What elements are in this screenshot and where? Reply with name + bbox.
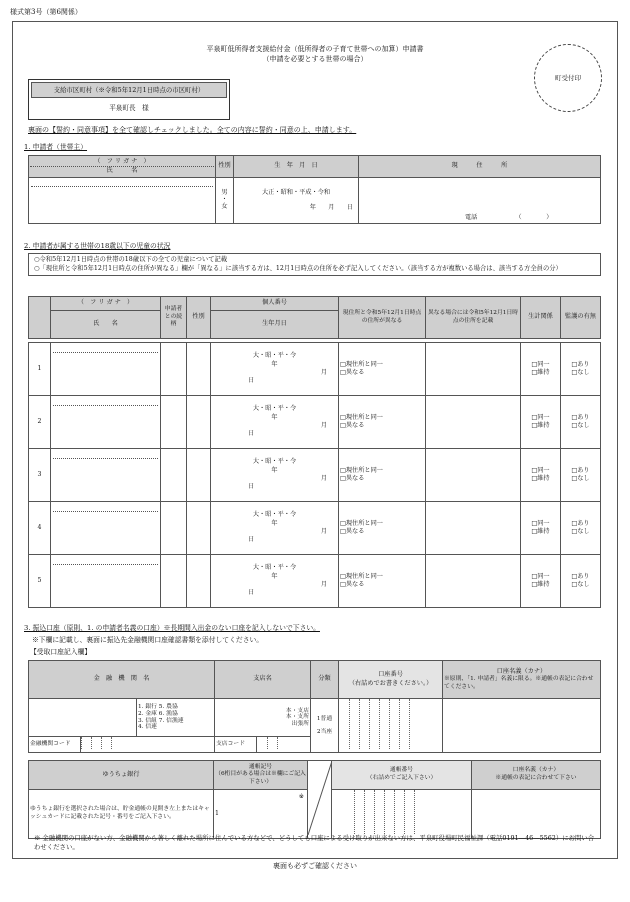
personal-number-header: 個人番号	[211, 297, 339, 311]
child-birth-input[interactable]	[211, 502, 339, 555]
child-birth-header: 生年月日	[211, 311, 339, 339]
diff-address-header: 異なる場合には令和5年12月1日時点の住所を記載	[426, 297, 521, 339]
child-name-input[interactable]	[51, 555, 161, 608]
live-maintain[interactable]: □維持	[531, 581, 550, 588]
municipality-box	[28, 79, 230, 120]
relation-input[interactable]	[161, 343, 187, 396]
stamp-label: 町受付印	[555, 73, 581, 82]
live-maintain[interactable]: □維持	[531, 528, 550, 535]
passbook-number-label: 通帳番号	[389, 767, 414, 774]
day-label: 日	[248, 377, 255, 385]
birth-input[interactable]	[234, 178, 359, 224]
prior-address-input[interactable]	[426, 555, 521, 608]
note-2: ○「現住所と令和5年12月1日時点の住所が異なる」欄が「異なる」に該当する方は、12月1日時点の住所を必ず記入してください。（該当する方が複数いる場合は、該当する方全員の分）	[34, 264, 562, 272]
passbook-number-note: （右詰めでご記入下さい）	[366, 774, 437, 781]
day-label: 日	[248, 430, 255, 438]
same-option[interactable]: □現住所と同一	[340, 413, 383, 421]
relation-input[interactable]	[161, 555, 187, 608]
era-options: 大・昭・平・令	[252, 511, 297, 519]
custody-no[interactable]: □なし	[571, 528, 590, 535]
custody-options[interactable]	[561, 502, 601, 555]
era-options: 大正・昭和・平成・令和	[261, 189, 331, 197]
bank-code-label: 金融機関コード	[29, 737, 81, 753]
passbook-number-header	[332, 761, 472, 790]
diff-option[interactable]: □異なる	[340, 528, 365, 535]
category-header: 分類	[311, 661, 339, 699]
month-label: 月	[320, 581, 327, 588]
prior-address-input[interactable]	[426, 343, 521, 396]
custody-options[interactable]	[561, 396, 601, 449]
section3-heading: 3. 振込口座（原則、1. の申請者名義の口座）※長期間入出金のない口座を記入しないで下さい。	[24, 624, 320, 632]
yucho-header: ゆうちょ銀行	[29, 761, 214, 790]
custody-yes[interactable]: □あり	[571, 572, 590, 580]
live-same[interactable]: □同一	[531, 519, 550, 527]
custody-no[interactable]: □なし	[571, 369, 590, 376]
livelihood-options[interactable]	[521, 555, 561, 608]
footer-note: 裏面も必ずご確認ください	[273, 862, 357, 870]
account-number-note: （右詰めでお書きください。）	[348, 679, 433, 687]
bank-code-input[interactable]	[81, 737, 215, 753]
name-header	[29, 156, 216, 178]
address-same-options[interactable]	[339, 343, 426, 396]
passbook-code-header	[214, 761, 308, 790]
custody-yes[interactable]: □あり	[571, 360, 590, 368]
livelihood-header: 生計関係	[521, 297, 561, 339]
passbook-code-label: 通帳記号	[248, 763, 273, 770]
star-mark: ※	[298, 792, 304, 800]
custody-header: 監護の有無	[561, 297, 601, 339]
yucho-holder-note: ※通帳の表記に合わせて下さい	[495, 774, 577, 781]
relation-input[interactable]	[161, 449, 187, 502]
livelihood-options[interactable]	[521, 343, 561, 396]
month-label: 月	[320, 475, 327, 482]
child-birth-input[interactable]	[211, 396, 339, 449]
slash-divider	[308, 761, 332, 839]
diff-option[interactable]: □異なる	[340, 581, 365, 588]
address-same-options[interactable]	[339, 502, 426, 555]
form-number: 様式第3号（第6関係）	[10, 8, 82, 16]
account-number-label: 口座番号	[378, 671, 403, 679]
account-holder-header	[443, 661, 601, 699]
account-label: 【受取口座記入欄】	[30, 648, 92, 656]
row-number: 3	[29, 449, 51, 502]
child-sex-input[interactable]	[187, 555, 211, 608]
branch-name-header: 支店名	[215, 661, 311, 699]
day-label: 日	[248, 483, 255, 491]
year-label: 年	[271, 519, 278, 527]
form-title	[0, 44, 630, 64]
child-row	[29, 449, 601, 502]
child-row	[29, 555, 601, 608]
account-number-input[interactable]	[339, 699, 443, 753]
bank-type-options[interactable]: 1. 銀行 5. 農協 2. 金庫 6. 漁協 3. 信組 7. 信漁連 4. 信連	[137, 699, 215, 737]
diagonal-line	[308, 761, 332, 835]
live-same[interactable]: □同一	[531, 572, 550, 580]
child-name-input[interactable]	[51, 343, 161, 396]
child-birth-input[interactable]	[211, 343, 339, 396]
children-table	[28, 296, 601, 339]
account-type-options[interactable]: 1普通 2当座	[311, 699, 339, 753]
name-label: 氏 名	[106, 167, 138, 174]
birth-header: 生 年 月 日	[234, 156, 359, 178]
section3-note: ※下欄に記載し、裏面に振込先金融機関口座確認書類を添付してください。	[32, 636, 264, 644]
custody-yes[interactable]: □あり	[571, 413, 590, 421]
pledge-statement: 裏面の【誓約・同意事項】を全て確認しチェックしました。全ての内容に誓約・同意の上、申請します。	[28, 126, 357, 134]
live-same[interactable]: □同一	[531, 360, 550, 368]
bottom-note: ※ 金融機関の口座がない方、金融機関から著しく離れた場所に住んでいる方などで、どうしても口座による受け取りが出来ない方は、平泉町役場町民福祉課（電話0191―46―5562）にお問い合わせください。	[34, 834, 595, 852]
live-maintain[interactable]: □維持	[531, 475, 550, 482]
passbook-number-input[interactable]	[332, 789, 472, 838]
prior-address-input[interactable]	[426, 502, 521, 555]
year-label: 年	[271, 360, 278, 368]
custody-yes[interactable]: □あり	[571, 519, 590, 527]
era-options: 大・昭・平・令	[252, 352, 297, 360]
bank-table	[28, 660, 601, 753]
same-option[interactable]: □現住所と同一	[340, 466, 383, 474]
era-options: 大・昭・平・令	[252, 564, 297, 572]
prior-address-input[interactable]	[426, 396, 521, 449]
child-row	[29, 396, 601, 449]
era-options: 大・昭・平・令	[252, 405, 297, 413]
era-options: 大・昭・平・令	[252, 458, 297, 466]
passbook-code-note: （6桁目がある場合は※欄にご記入下さい）	[215, 771, 306, 785]
row-number: 2	[29, 396, 51, 449]
custody-yes[interactable]: □あり	[571, 466, 590, 474]
livelihood-options[interactable]	[521, 449, 561, 502]
relation-input[interactable]	[161, 502, 187, 555]
title-line-1: 平泉町低所得者支援給付金（低所得者の子育て世帯への加算）申請書	[206, 45, 424, 53]
custody-no[interactable]: □なし	[571, 475, 590, 482]
section2-heading: 2. 申請者が属する世帯の18歳以下の児童の状況	[24, 242, 171, 250]
address-same-options[interactable]	[339, 396, 426, 449]
section1-heading: 1. 申請者（世帯主）	[24, 143, 88, 151]
sex-header: 性別	[216, 156, 234, 178]
addressee: 平泉町長 様	[109, 104, 149, 113]
diff-option[interactable]: □異なる	[340, 422, 365, 429]
child-name-input[interactable]	[51, 449, 161, 502]
year-label: 年	[271, 413, 278, 421]
year-label: 年	[271, 572, 278, 580]
sex-options[interactable]: 男 ・ 女	[216, 178, 234, 224]
year-label: 年	[271, 466, 278, 474]
children-rows	[28, 342, 601, 608]
custody-options[interactable]	[561, 449, 601, 502]
passbook-code-input[interactable]	[214, 789, 308, 838]
birth-ymd: 年 月 日	[309, 203, 353, 211]
day-label: 日	[248, 536, 255, 544]
live-same[interactable]: □同一	[531, 413, 550, 421]
yucho-note: ゆうちょ銀行を選択された場合は、貯金通帳の見開き左上またはキャッシュカードに記載された記号・番号をご記入下さい。	[29, 789, 214, 838]
child-row	[29, 343, 601, 396]
bank-name-input[interactable]	[29, 699, 137, 737]
row-number: 5	[29, 555, 51, 608]
code-prefix: 1	[215, 809, 219, 817]
row-number: 4	[29, 502, 51, 555]
child-sex-input[interactable]	[187, 502, 211, 555]
title-line-2: （申請を必要とする世帯の場合）	[262, 55, 368, 64]
yucho-holder-label: 口座名義（カナ）	[512, 767, 560, 774]
address-same-options[interactable]	[339, 449, 426, 502]
child-name-input[interactable]	[51, 396, 161, 449]
address-header: 現 住 所	[359, 156, 601, 178]
same-option[interactable]: □現住所と同一	[340, 360, 383, 368]
phone-parens: （ ）	[515, 213, 553, 221]
child-furigana-header: （ フ リ ガ ナ ）	[51, 297, 161, 311]
month-label: 月	[320, 369, 327, 376]
child-birth-input[interactable]	[211, 555, 339, 608]
row-number-header	[29, 297, 51, 339]
prior-address-input[interactable]	[426, 449, 521, 502]
bank-name-header: 金 融 機 関 名	[29, 661, 215, 699]
live-same[interactable]: □同一	[531, 466, 550, 474]
account-holder-input[interactable]	[443, 699, 601, 753]
yucho-table	[28, 760, 601, 839]
account-holder-note: ※原則、「1. 申請者」名義に限る。※通帳の表記に合わせてください。	[444, 676, 594, 690]
live-maintain[interactable]: □維持	[531, 369, 550, 376]
diff-option[interactable]: □異なる	[340, 475, 365, 482]
same-option[interactable]: □現住所と同一	[340, 519, 383, 527]
custody-options[interactable]	[561, 343, 601, 396]
child-birth-input[interactable]	[211, 449, 339, 502]
month-label: 月	[320, 528, 327, 535]
branch-code-label: 支店コード	[215, 737, 257, 753]
name-input[interactable]	[29, 178, 216, 224]
account-holder-label: 口座名義（カナ）	[496, 667, 547, 675]
applicant-table	[28, 155, 601, 224]
yucho-holder-header	[472, 761, 601, 790]
row-number: 1	[29, 343, 51, 396]
child-name-input[interactable]	[51, 502, 161, 555]
child-sex-input[interactable]	[187, 396, 211, 449]
child-sex-input[interactable]	[187, 343, 211, 396]
child-name-header: 氏 名	[51, 311, 161, 339]
relation-input[interactable]	[161, 396, 187, 449]
custody-options[interactable]	[561, 555, 601, 608]
municipality-header: 支給市区町村（※令和5年12月1日時点の市区町村）	[31, 82, 227, 98]
day-label: 日	[248, 589, 255, 597]
yucho-holder-input[interactable]	[472, 789, 601, 838]
branch-code-input[interactable]	[257, 737, 311, 753]
live-maintain[interactable]: □維持	[531, 422, 550, 429]
child-sex-input[interactable]	[187, 449, 211, 502]
relation-header: 申請者との続柄	[161, 297, 187, 339]
custody-no[interactable]: □なし	[571, 422, 590, 429]
same-address-header: 現住所と令和5年12月1日時点の住所が異なる	[339, 297, 426, 339]
account-number-header	[339, 661, 443, 699]
livelihood-options[interactable]	[521, 396, 561, 449]
section2-notes	[28, 253, 601, 276]
note-1: ○令和5年12月1日時点の世帯の18歳以下の全ての児童について記載	[34, 256, 228, 263]
branch-type-options[interactable]: 本・支店 本・支所 出張所	[215, 699, 311, 737]
child-sex-header: 性別	[187, 297, 211, 339]
address-same-options[interactable]	[339, 555, 426, 608]
child-row	[29, 502, 601, 555]
same-option[interactable]: □現住所と同一	[340, 572, 383, 580]
custody-no[interactable]: □なし	[571, 581, 590, 588]
phone-label: 電話	[465, 213, 478, 221]
furigana-header: （ フ リ ガ ナ ）	[30, 158, 214, 167]
livelihood-options[interactable]	[521, 502, 561, 555]
diff-option[interactable]: □異なる	[340, 369, 365, 376]
address-input[interactable]	[359, 178, 601, 224]
reception-stamp-area	[534, 44, 602, 112]
month-label: 月	[320, 422, 327, 429]
